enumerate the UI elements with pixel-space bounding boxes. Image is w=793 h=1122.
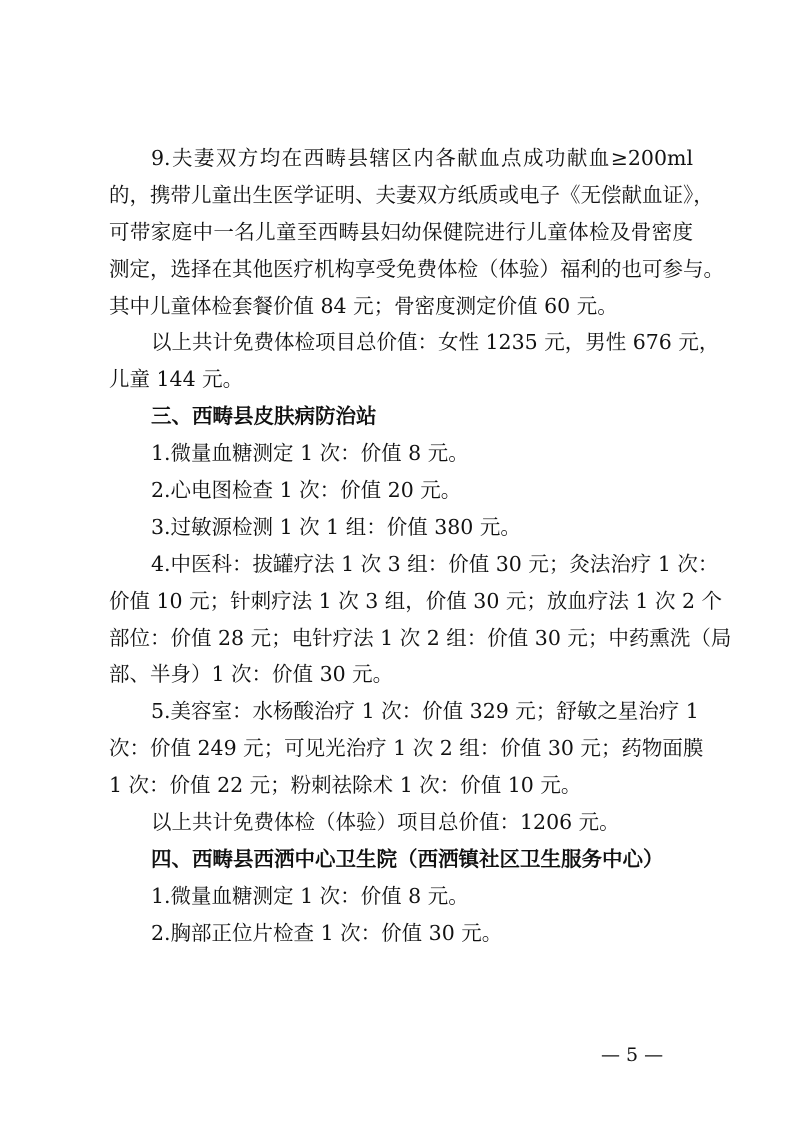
- paragraph-line: 可带家庭中一名儿童至西畴县妇幼保健院进行儿童体检及骨密度: [109, 219, 693, 244]
- paragraph-line: 2.胸部正位片检查 1 次：价值 30 元。: [151, 920, 503, 945]
- paragraph-line: 2.心电图检查 1 次：价值 20 元。: [151, 478, 462, 503]
- paragraph-line: 以上共计免费体检项目总价值：女性 1235 元，男性 676 元，: [151, 330, 720, 355]
- paragraph-line: 1.微量血糖测定 1 次：价值 8 元。: [151, 441, 469, 466]
- section-heading: 三、西畴县皮肤病防治站: [151, 404, 377, 429]
- paragraph-line: 的，携带儿童出生医学证明、夫妻双方纸质或电子《无偿献血证》，: [109, 182, 714, 207]
- paragraph-line: 次：价值 249 元；可见光治疗 1 次 2 组：价值 30 元；药物面膜: [109, 736, 704, 761]
- paragraph-line: 部、半身）1 次：价值 30 元。: [109, 662, 394, 687]
- paragraph-line: 部位：价值 28 元；电针疗法 1 次 2 组：价值 30 元；中药熏洗（局: [109, 625, 732, 650]
- paragraph-line: 5.美容室：水杨酸治疗 1 次：价值 329 元；舒敏之星治疗 1: [151, 699, 699, 724]
- section-heading: 四、西畴县西洒中心卫生院（西洒镇社区卫生服务中心）: [151, 846, 664, 871]
- paragraph-line: 儿童 144 元。: [109, 367, 244, 392]
- paragraph-line: 以上共计免费体检（体验）项目总价值：1206 元。: [151, 810, 620, 835]
- paragraph-line: 测定，选择在其他医疗机构享受免费体检（体验）福利的也可参与。: [109, 256, 724, 281]
- paragraph-line: 1.微量血糖测定 1 次：价值 8 元。: [151, 883, 469, 908]
- paragraph-line: 价值 10 元；针刺疗法 1 次 3 组，价值 30 元；放血疗法 1 次 2 个: [109, 588, 723, 613]
- document-body: [109, 140, 732, 952]
- paragraph-line: 1 次：价值 22 元；粉刺祛除术 1 次：价值 10 元。: [109, 773, 582, 798]
- paragraph-line: 9.夫妻双方均在西畴县辖区内各献血点成功献血≥200ml: [151, 146, 693, 170]
- paragraph-line: 其中儿童体检套餐价值 84 元；骨密度测定价值 60 元。: [109, 293, 618, 318]
- paragraph-line: 3.过敏源检测 1 次 1 组：价值 380 元。: [151, 514, 521, 539]
- paragraph-line: 4.中医科：拔罐疗法 1 次 3 组：价值 30 元；灸法治疗 1 次：: [151, 551, 719, 576]
- page-number: — 5 —: [601, 1044, 664, 1066]
